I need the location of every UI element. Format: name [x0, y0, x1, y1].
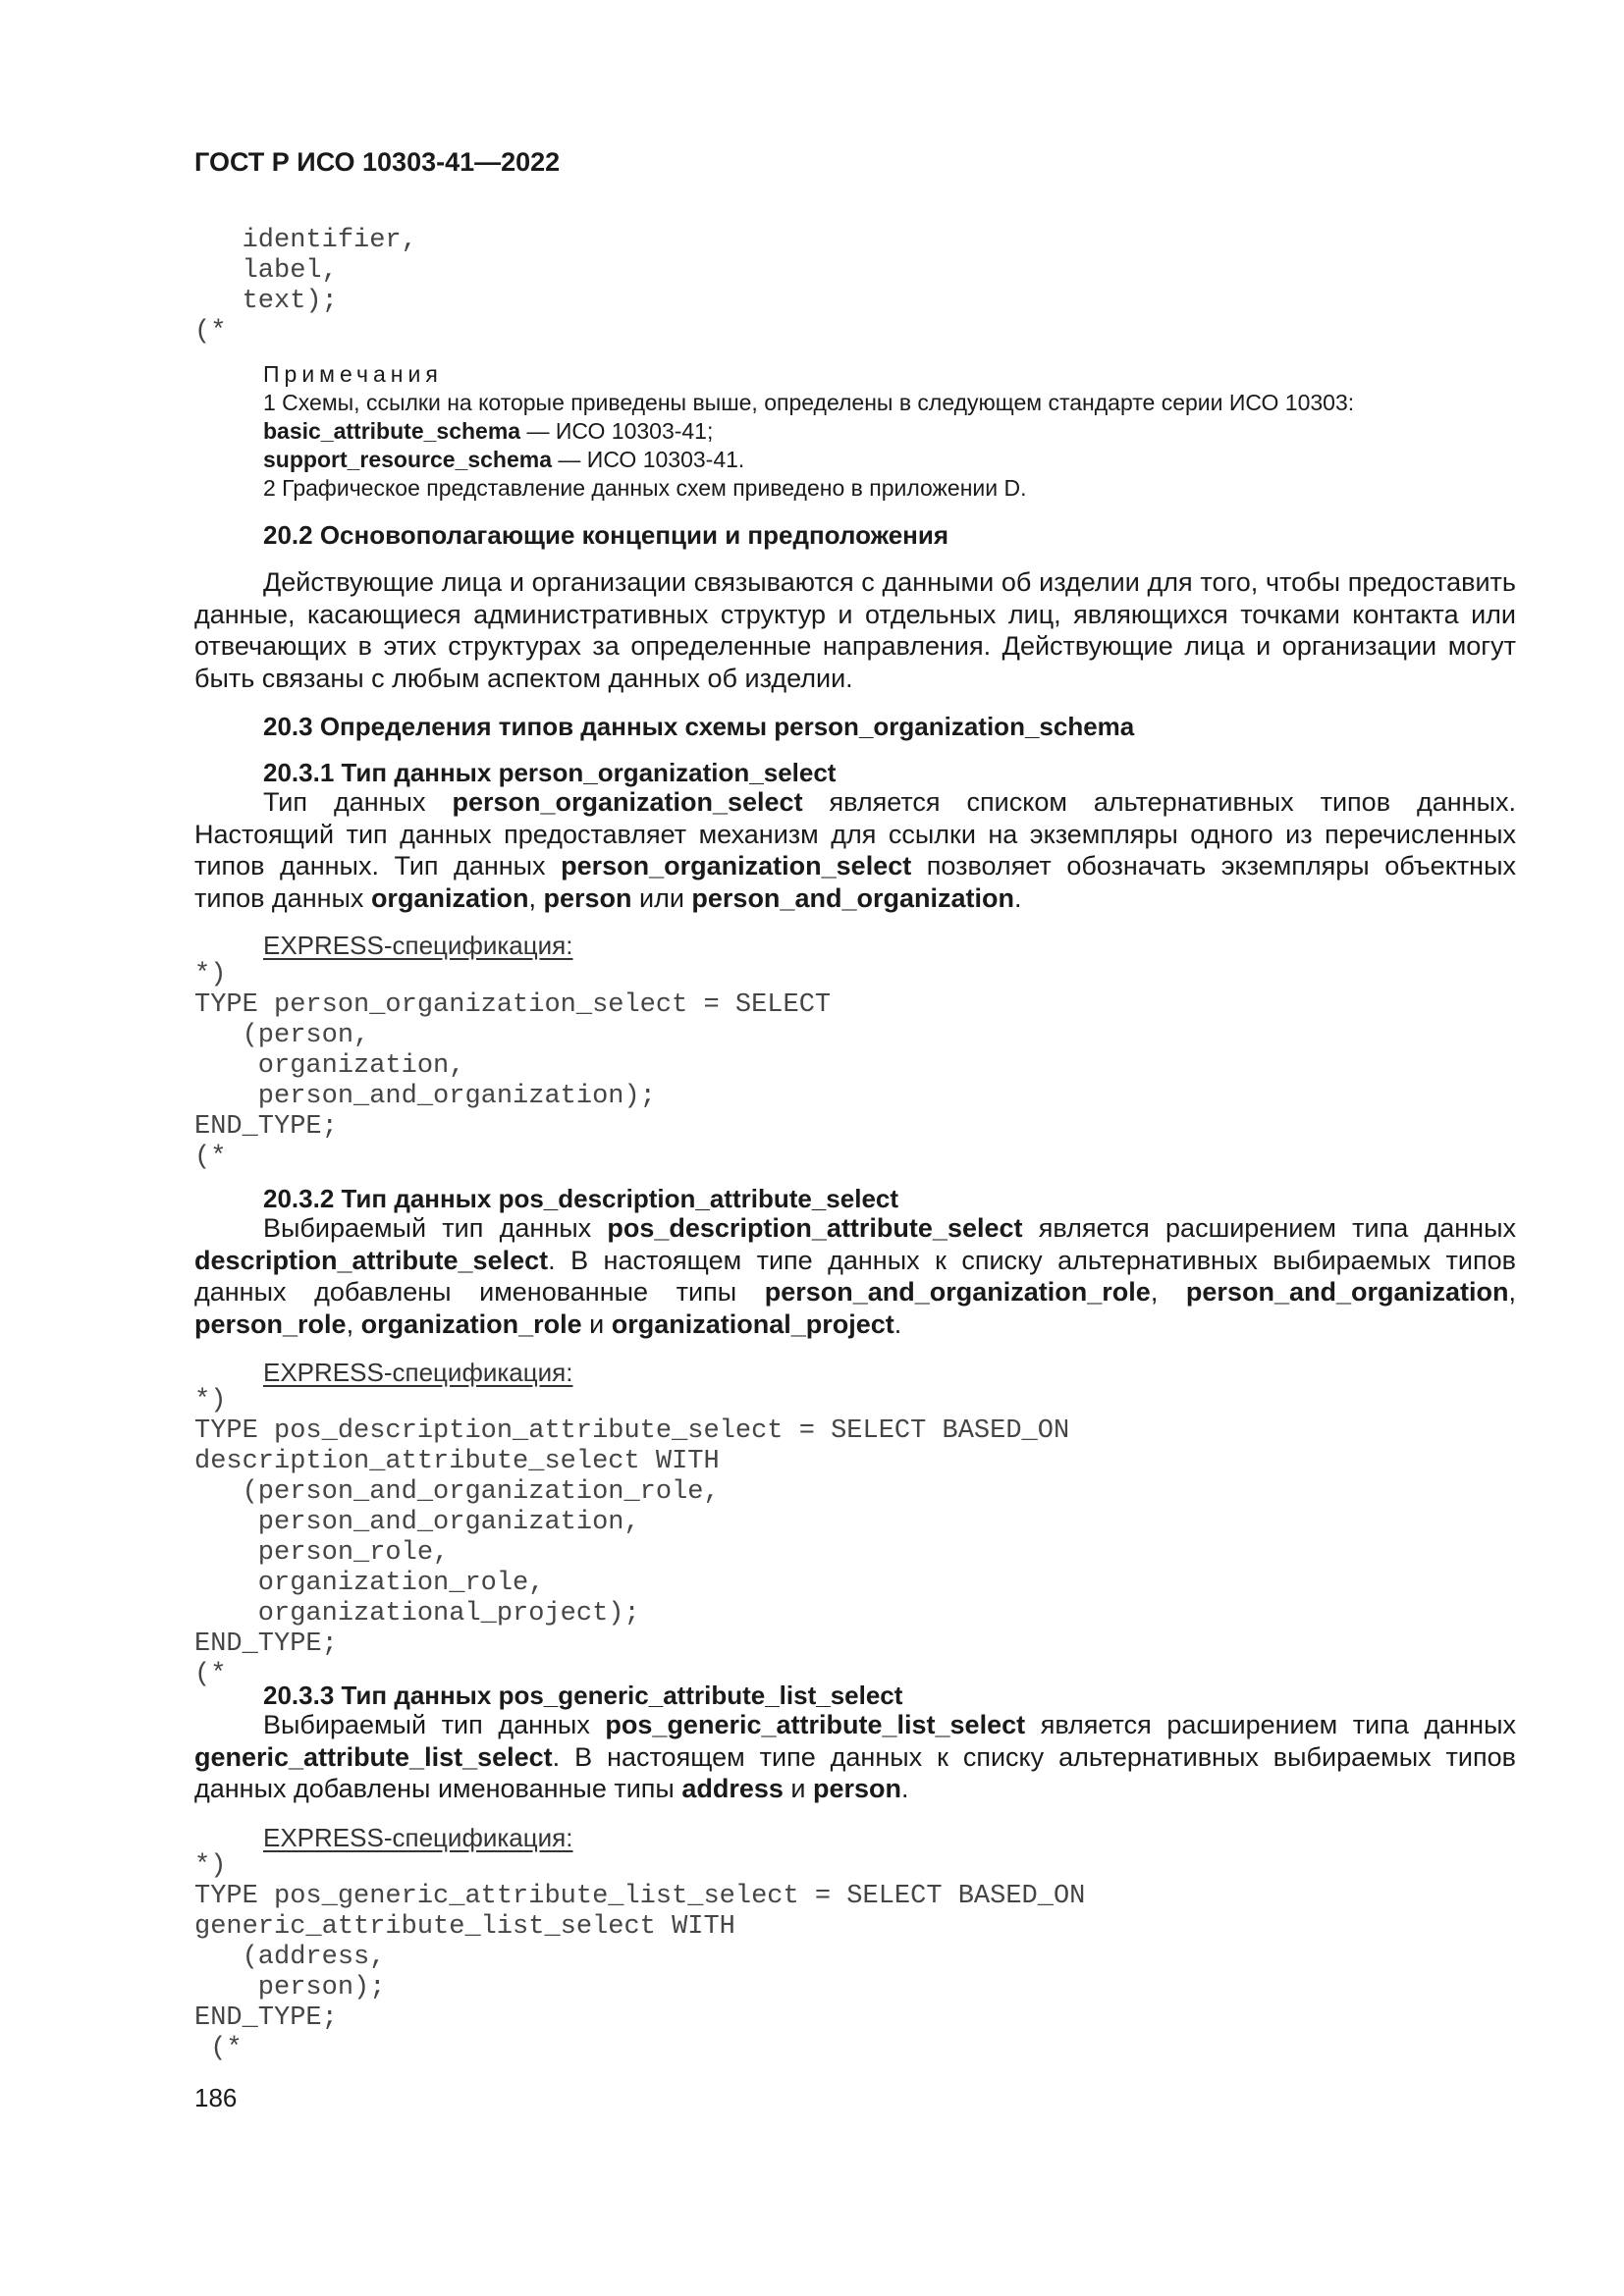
section-paragraph-20-3-3: Выбираемый тип данных pos_generic_attribute_list_select является расширением типа данных generic_attribute_list_select. В настоящем типе данных к списку альтернативных выбираемых типов данных добавлены именованные типы address и person.	[194, 1710, 1516, 1803]
note-2: 2 Графическое представление данных схем приведено в приложении D.	[263, 475, 1027, 501]
code-block-top: identifier, label, text); (*	[194, 226, 417, 347]
express-spec-label-1: EXPRESS-спецификация:	[263, 931, 573, 960]
express-spec-label-3: EXPRESS-спецификация:	[263, 1823, 573, 1852]
section-heading-20-3-2: 20.3.2 Тип данных pos_description_attribute_select	[263, 1184, 899, 1213]
section-heading-20-3-3: 20.3.3 Тип данных pos_generic_attribute_list_select	[263, 1681, 903, 1710]
note-schema-2: support_resource_schema — ИСО 10303-41.	[263, 447, 745, 472]
section-paragraph-20-3-1: Тип данных person_organization_select является списком альтернативных типов данных. Настоящий тип данных предоставляет механизм для ссылки на экземпляры одного из перечисленных типов данных. Тип данных person_organization_select позволяет обозначать экземпляры объектных типов данных organization, person или person_and_organization.	[194, 787, 1517, 913]
section-heading-20-2: 20.2 Основополагающие концепции и предположения	[263, 520, 949, 550]
code-block-20-3-1: *) TYPE person_organization_select = SELECT (person, organization, person_and_organization); END_TYPE; (*	[194, 960, 832, 1172]
section-paragraph-20-2: Действующие лица и организации связываются с данными об изделии для того, чтобы предоставить данные, касающиеся административных структур и отдельных лиц, являющихся точками контакта или отвечающих в этих структурах за определенные направления. Действующие лица и организации могут быть связаны с любым аспектом данных об изделии.	[194, 567, 1516, 693]
notes-block	[263, 360, 1540, 503]
section-paragraph-20-3-2: Выбираемый тип данных pos_description_attribute_select является расширением типа данных description_attribute_select. В настоящем типе данных к списку альтернативных выбираемых типов данных добавлены именованные типы person_and_organization_role, person_and_organization, person_role, organization_role и organizational_project.	[194, 1213, 1516, 1339]
note-1: 1 Схемы, ссылки на которые приведены выше, определены в следующем стандарте серии ИСО 10303:	[263, 390, 1355, 415]
express-spec-label-2: EXPRESS-спецификация:	[263, 1358, 573, 1387]
page-number: 186	[194, 2083, 238, 2112]
section-heading-20-3: 20.3 Определения типов данных схемы person_organization_schema	[263, 712, 1135, 741]
document-header: ГОСТ Р ИСО 10303-41—2022	[194, 147, 561, 177]
section-heading-20-3-1: 20.3.1 Тип данных person_organization_select	[263, 758, 837, 787]
code-block-20-3-2: *) TYPE pos_description_attribute_select = SELECT BASED_ON description_attribute_select WITH (person_and_organization_role, person_and_organization, person_role, organization_role, organizational_project); END_TYPE; (*	[194, 1386, 1070, 1689]
note-schema-1: basic_attribute_schema — ИСО 10303-41;	[263, 418, 714, 444]
notes-title: Примечания	[263, 361, 443, 387]
code-block-20-3-3: *) TYPE pos_generic_attribute_list_select = SELECT BASED_ON generic_attribute_list_select WITH (address, person); END_TYPE; (*	[194, 1851, 1086, 2063]
